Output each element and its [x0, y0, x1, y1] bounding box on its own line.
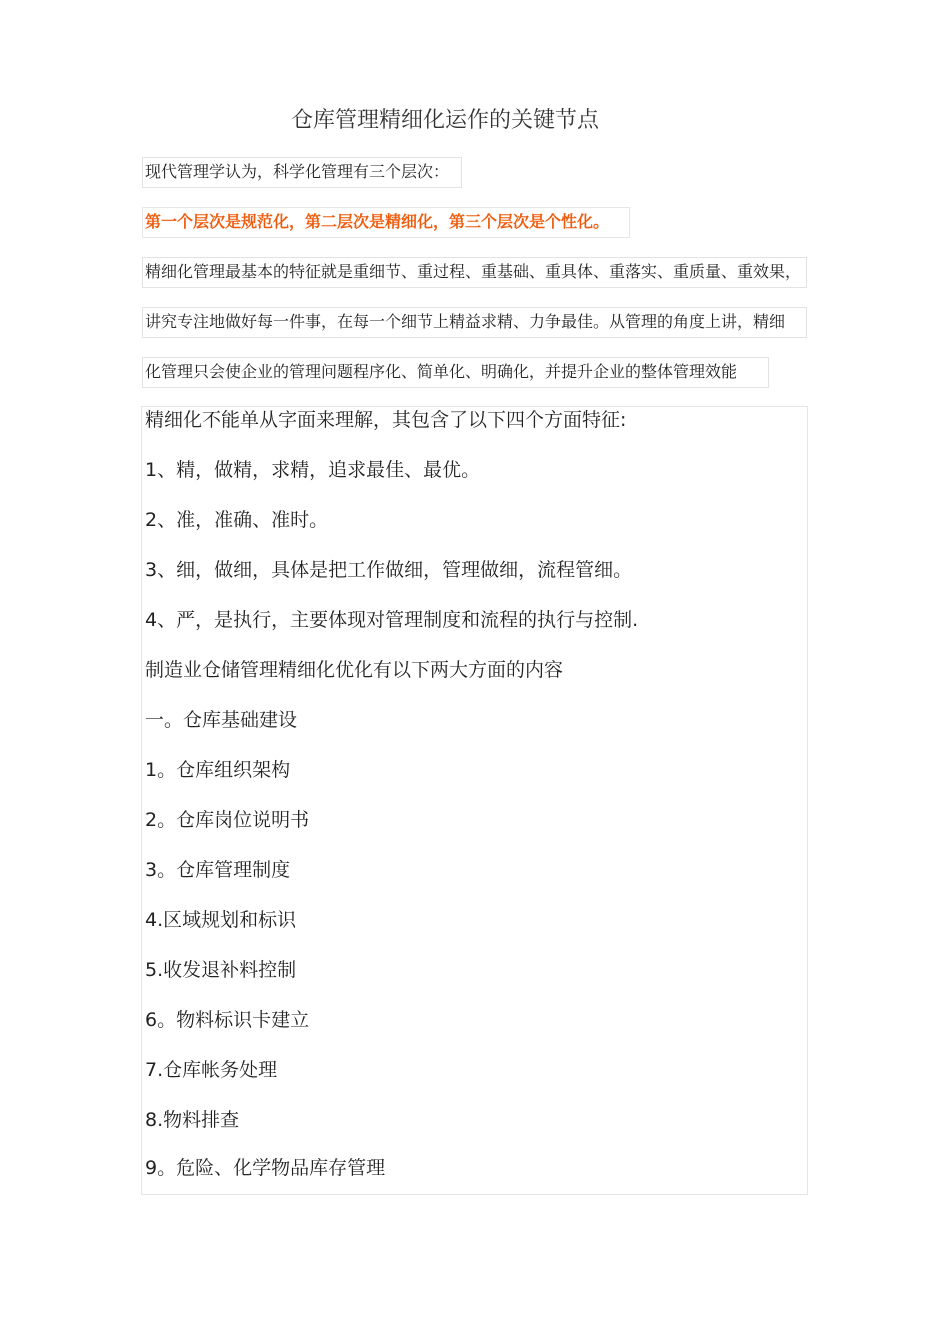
paragraph-line-2: 讲究专注地做好每一件事，在每一个细节上精益求精、力争最佳。从管理的角度上讲，精细	[142, 307, 807, 338]
list-item: 7.仓库帐务处理	[145, 1059, 278, 1081]
list-item: 5.收发退补料控制	[145, 959, 297, 981]
list-item: 8.物料排查	[145, 1109, 240, 1131]
feature-item: 1、精，做精，求精，追求最佳、最优。	[145, 459, 481, 481]
feature-item: 4、严，是执行，主要体现对管理制度和流程的执行与控制.	[145, 609, 639, 631]
section-heading: 一。仓库基础建设	[145, 709, 298, 731]
list-item: 2。仓库岗位说明书	[145, 809, 310, 831]
paragraph-line-1: 精细化管理最基本的特征就是重细节、重过程、重基础、重具体、重落实、重质量、重效果，	[142, 257, 807, 288]
list-item: 6。物料标识卡建立	[145, 1009, 310, 1031]
features-intro: 精细化不能单从字面来理解，其包含了以下四个方面特征:	[145, 409, 627, 431]
content-box	[141, 406, 808, 1195]
list-item: 3。仓库管理制度	[145, 859, 291, 881]
list-item: 4.区域规划和标识	[145, 909, 297, 931]
paragraph-line-3: 化管理只会使企业的管理问题程序化、简单化、明确化，并提升企业的整体管理效能	[142, 357, 769, 388]
highlight-line: 第一个层次是规范化，第二层次是精细化，第三个层次是个性化。	[142, 207, 630, 238]
intro-line: 现代管理学认为，科学化管理有三个层次：	[142, 157, 462, 188]
list-item: 9。危险、化学物品库存管理	[145, 1157, 386, 1179]
feature-item: 2、准，准确、准时。	[145, 509, 329, 531]
list-item: 1。仓库组织架构	[145, 759, 291, 781]
feature-item: 3、细，做细，具体是把工作做细，管理做细，流程管细。	[145, 559, 633, 581]
section-intro: 制造业仓储管理精细化优化有以下两大方面的内容	[145, 659, 564, 681]
document-title: 仓库管理精细化运作的关键节点	[290, 108, 599, 133]
